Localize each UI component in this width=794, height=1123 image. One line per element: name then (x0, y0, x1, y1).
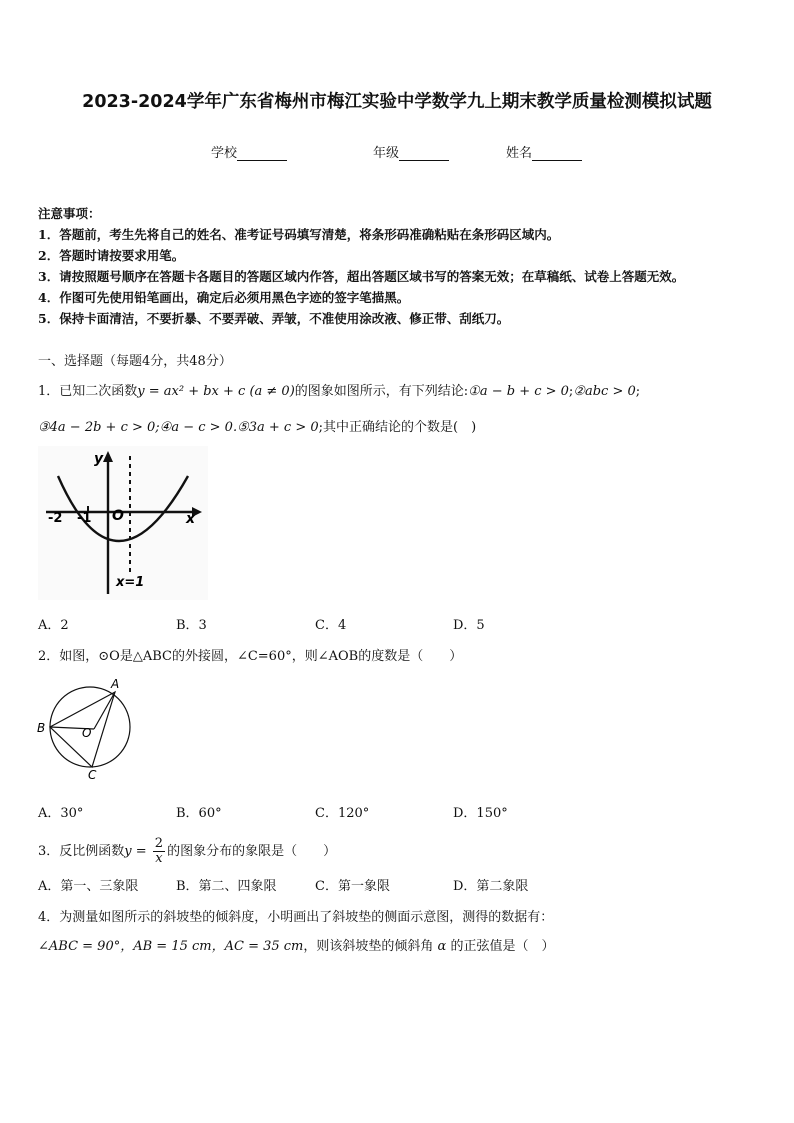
note-item: 1．答题前，考生先将自己的姓名、准考证号码填写清楚，将条形码准确粘贴在条形码区域内。 (38, 227, 560, 242)
q1-formula: y = ax² + bx + c (a ≠ 0) (137, 384, 295, 399)
school-blank (237, 160, 287, 161)
note-item: 2．答题时请按要求用笔。 (38, 248, 185, 263)
name-blank (532, 160, 582, 161)
page-title: 2023-2024学年广东省梅州市梅江实验中学数学九上期末教学质量检测模拟试题 (82, 92, 712, 112)
q3-prefix: 3．反比例函数 (38, 844, 125, 859)
q2-option-d[interactable]: D．150° (453, 806, 508, 821)
q3-option-a[interactable]: A．第一、三象限 (38, 879, 139, 894)
grade-blank (399, 160, 449, 161)
grade-field (373, 142, 449, 161)
q1-conclusion-1: ①a − b + c > 0 (468, 384, 569, 399)
q3-option-c[interactable]: C．第一象限 (315, 879, 390, 894)
point-a-label: A (111, 677, 120, 691)
question-1-line-2 (38, 416, 476, 435)
q3-option-b[interactable]: B．第二、四象限 (176, 879, 277, 894)
tick-minus-1: -1 (77, 511, 92, 526)
tick-minus-2: -2 (48, 511, 63, 526)
name-field (506, 142, 582, 161)
q1-conclusion-4: ;④a − c > 0. (155, 420, 238, 435)
q4-end: 的正弦值是（ ） (450, 939, 555, 954)
q1-option-c[interactable]: C．4 (315, 618, 347, 633)
q1-prefix: 1．已知二次函数 (38, 384, 138, 399)
question-4-line-2 (38, 935, 554, 954)
name-label: 姓名 (506, 146, 533, 161)
parabola-graph (38, 446, 208, 600)
q1-option-d[interactable]: D．5 (453, 618, 485, 633)
q1-line1-end: ; (635, 384, 641, 399)
q1-option-b[interactable]: B．3 (176, 618, 207, 633)
question-3-line (38, 837, 336, 866)
symmetry-axis-label: x=1 (116, 575, 145, 590)
point-b-label: B (37, 721, 46, 735)
notes-heading: 注意事项： (38, 206, 101, 221)
q4-measurements: ∠ABC = 90°，AB = 15 cm，AC = 35 cm (38, 939, 304, 954)
q4-text: ，则该斜坡垫的倾斜角 (303, 939, 434, 954)
q3-suffix: 的图象分布的象限是（ ） (167, 844, 337, 859)
school-field (211, 142, 287, 161)
q4-alpha: α (437, 939, 447, 954)
question-2-text: 2．如图，⊙O是△ABC的外接圆，∠C=60°，则∠AOB的度数是（ ） (38, 649, 463, 664)
y-label: y (94, 451, 104, 467)
circle-figure (36, 676, 140, 782)
q1-conclusion-5: ⑤3a + c > 0 (237, 420, 319, 435)
q3-numerator: 2 (154, 836, 164, 851)
q1-sep: ; (568, 384, 574, 399)
grade-label: 年级 (373, 146, 400, 161)
point-o-label: O (82, 726, 92, 740)
notes-block (38, 203, 684, 329)
q3-fraction (153, 837, 165, 866)
note-item: 5．保持卡面清洁，不要折暴、不要弄破、弄皱，不准使用涂改液、修正带、刮纸刀。 (38, 311, 510, 326)
q1-conclusion-3: ③4a − 2b + c > 0 (38, 420, 156, 435)
question-4-line-1: 4．为测量如图所示的斜坡垫的倾斜度，小明画出了斜坡垫的侧面示意图，测得的数据有： (38, 910, 554, 925)
x-label: x (186, 511, 196, 527)
q2-option-b[interactable]: B．60° (176, 806, 222, 821)
note-item: 4．作图可先使用铅笔画出，确定后必须用黑色字迹的签字笔描黑。 (38, 290, 410, 305)
q3-y-eq: y = (124, 844, 147, 859)
q2-option-c[interactable]: C．120° (315, 806, 370, 821)
section-heading: 一、选择题（每题4分，共48分） (38, 354, 232, 369)
note-item: 3．请按照题号顺序在答题卡各题目的答题区域内作答，超出答题区域书写的答案无效；在草稿纸、试卷上答题无效。 (38, 269, 685, 284)
origin-label: O (112, 508, 124, 524)
q1-mid: 的图象如图所示，有下列结论: (294, 384, 469, 399)
q1-conclusion-2: ②abc > 0 (573, 384, 636, 399)
q1-option-a[interactable]: A．2 (38, 618, 69, 633)
question-1-line-1 (38, 380, 640, 399)
q3-denominator: x (155, 851, 163, 866)
q3-option-d[interactable]: D．第二象限 (453, 879, 529, 894)
school-label: 学校 (211, 146, 238, 161)
point-c-label: C (88, 768, 97, 782)
q2-option-a[interactable]: A．30° (38, 806, 84, 821)
q1-line2-end: ;其中正确结论的个数是( ) (318, 420, 477, 435)
